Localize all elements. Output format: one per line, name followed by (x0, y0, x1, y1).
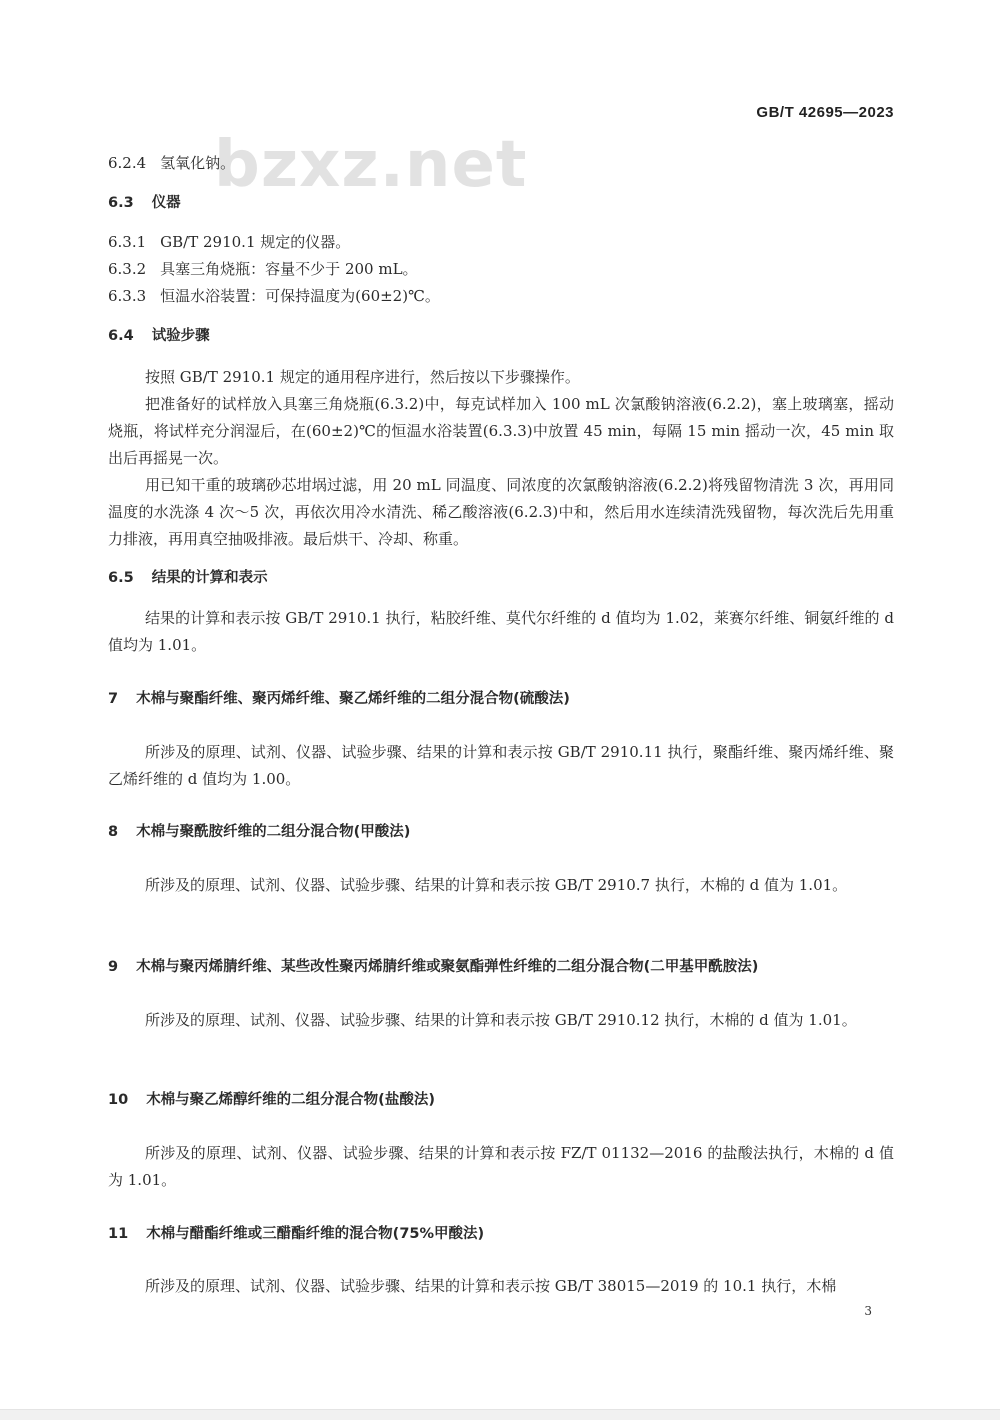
paragraph-section-9: 所涉及的原理、试剂、仪器、试验步骤、结果的计算和表示按 GB/T 2910.12 执行，木棉的 d 值为 1.01。 (145, 1011, 857, 1029)
heading-section-11 (108, 1224, 894, 1244)
clause-6-3-2 (108, 259, 894, 279)
section-title: 木棉与聚酯纤维、聚丙烯纤维、聚乙烯纤维的二组分混合物(硫酸法) (136, 691, 570, 707)
section-title: 木棉与聚丙烯腈纤维、某些改性聚丙烯腈纤维或聚氨酯弹性纤维的二组分混合物(二甲基甲酰胺法) (136, 959, 759, 975)
paragraph-6-4-procedure: 把准备好的试样放入具塞三角烧瓶(6.3.2)中，每克试样加入 100 mL 次氯酸钠溶液(6.2.2)，塞上玻璃塞，摇动烧瓶，将试样充分润湿后，在(60±2)℃的恒温水浴装置(6.3.3)中放置 45 min，每隔 15 min 摇动一次，45 min 取出后再摇晃一次。 (108, 395, 894, 467)
section-title: 木棉与醋酯纤维或三醋酯纤维的混合物(75%甲酸法) (146, 1226, 485, 1242)
clause-text: GB/T 2910.1 规定的仪器。 (160, 233, 351, 251)
clause-text: 恒温水浴装置：可保持温度为(60±2)℃。 (160, 287, 440, 305)
paragraph-section-10: 所涉及的原理、试剂、仪器、试验步骤、结果的计算和表示按 FZ/T 01132—2016 的盐酸法执行，木棉的 d 值为 1.01。 (108, 1144, 894, 1189)
clause-number: 6.3.3 (108, 287, 147, 305)
section-number: 8 (108, 824, 119, 840)
section-title: 木棉与聚酰胺纤维的二组分混合物(甲酸法) (136, 824, 411, 840)
heading-6-5 (108, 568, 894, 588)
clause-number: 6.3.1 (108, 233, 147, 251)
viewer-bottom-edge (0, 1409, 1000, 1420)
clause-6-3-1 (108, 232, 894, 252)
clause-text: 具塞三角烧瓶：容量不少于 200 mL。 (160, 260, 418, 278)
paragraph-section-8: 所涉及的原理、试剂、仪器、试验步骤、结果的计算和表示按 GB/T 2910.7 执行，木棉的 d 值为 1.01。 (145, 876, 848, 894)
heading-number: 6.4 (108, 328, 134, 344)
watermark-text: bzxz.net (214, 128, 528, 202)
clause-6-2-4 (108, 153, 894, 173)
clause-number: 6.2.4 (108, 154, 147, 172)
paragraph-6-4-intro: 按照 GB/T 2910.1 规定的通用程序进行，然后按以下步骤操作。 (145, 368, 580, 386)
heading-section-10 (108, 1090, 894, 1110)
heading-section-7 (108, 689, 894, 709)
section-number: 9 (108, 959, 119, 975)
page-number: 3 (864, 1304, 872, 1318)
section-title: 木棉与聚乙烯醇纤维的二组分混合物(盐酸法) (146, 1092, 435, 1108)
section-number: 7 (108, 691, 119, 707)
heading-title: 结果的计算和表示 (151, 570, 268, 586)
heading-6-4 (108, 326, 894, 346)
heading-number: 6.3 (108, 195, 134, 211)
standard-code: GB/T 42695—2023 (756, 104, 894, 121)
section-number: 11 (108, 1226, 129, 1242)
paragraph-section-11: 所涉及的原理、试剂、仪器、试验步骤、结果的计算和表示按 GB/T 38015—2019 的 10.1 执行，木棉 (145, 1277, 837, 1295)
paragraph-6-5: 结果的计算和表示按 GB/T 2910.1 执行，粘胶纤维、莫代尔纤维的 d 值均为 1.02，莱赛尔纤维、铜氨纤维的 d 值均为 1.01。 (108, 609, 894, 654)
heading-section-9 (108, 957, 894, 977)
heading-number: 6.5 (108, 570, 134, 586)
heading-6-3 (108, 193, 894, 213)
clause-number: 6.3.2 (108, 260, 147, 278)
heading-title: 仪器 (151, 195, 181, 211)
clause-6-3-3 (108, 286, 894, 306)
paragraph-6-4-filtration: 用已知干重的玻璃砂芯坩埚过滤，用 20 mL 同温度、同浓度的次氯酸钠溶液(6.2.2)将残留物清洗 3 次，再用同温度的水洗涤 4 次～5 次，再依次用冷水清洗、稀乙酸溶液(6.2.3)中和，然后用水连续清洗残留物，每次洗后先用重力排液，再用真空抽吸排液。最后烘干、冷却、称重。 (108, 476, 894, 548)
section-number: 10 (108, 1092, 129, 1108)
heading-section-8 (108, 822, 894, 842)
paragraph-section-7: 所涉及的原理、试剂、仪器、试验步骤、结果的计算和表示按 GB/T 2910.11 执行，聚酯纤维、聚丙烯纤维、聚乙烯纤维的 d 值均为 1.00。 (108, 743, 894, 788)
heading-title: 试验步骤 (151, 328, 210, 344)
clause-text: 氢氧化钠。 (160, 154, 236, 172)
